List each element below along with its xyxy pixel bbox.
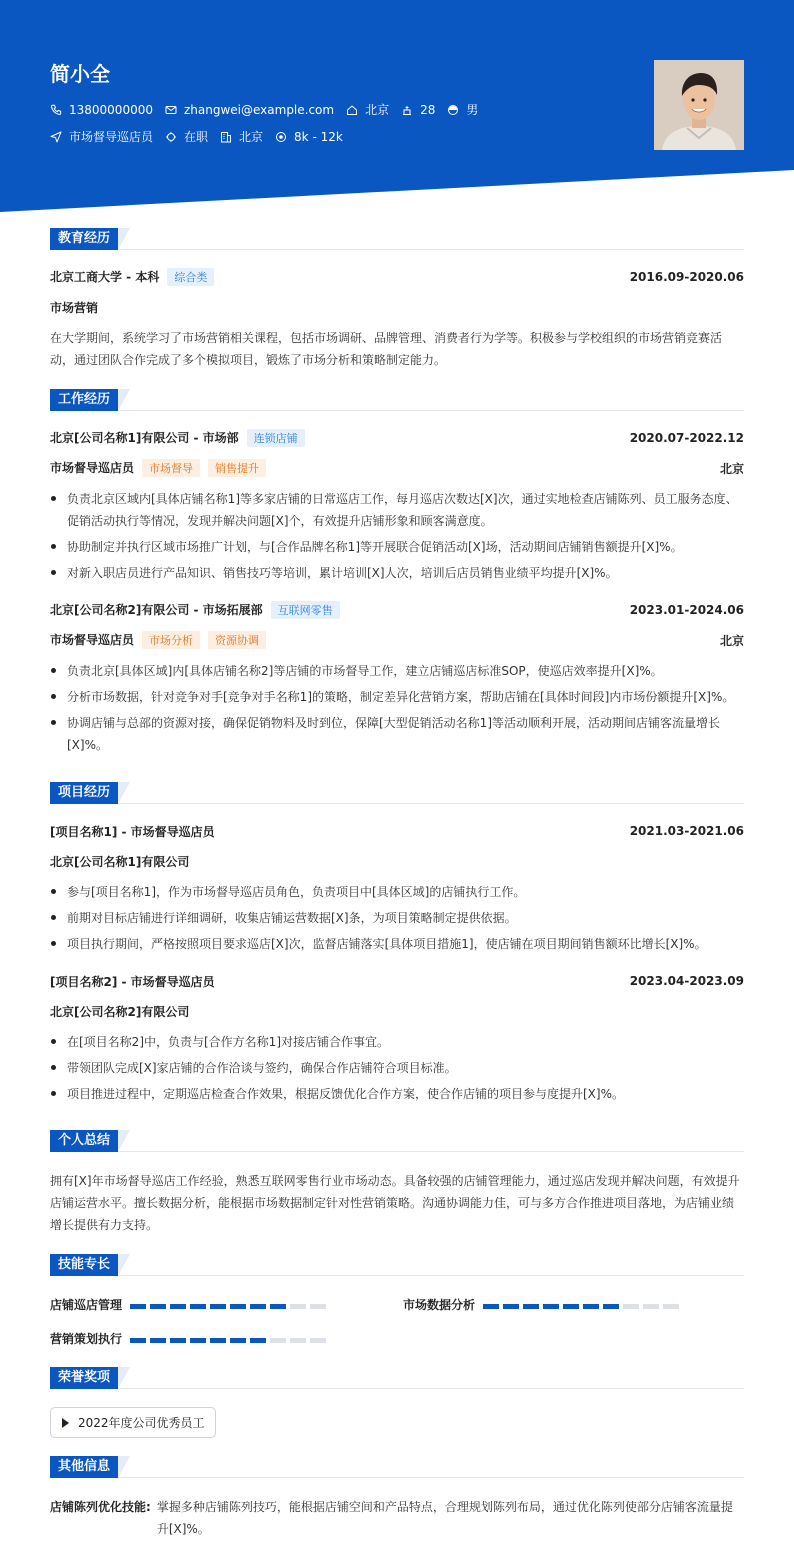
role-title: 市场督导巡店员 bbox=[50, 633, 135, 647]
company-tag: 互联网零售 bbox=[271, 601, 340, 619]
skill-level-segment bbox=[643, 1304, 659, 1309]
work-1-role bbox=[50, 458, 744, 478]
skill-name: 市场数据分析 bbox=[403, 1298, 476, 1312]
project-date: 2023.04-2023.09 bbox=[629, 974, 744, 988]
skill-level-segment bbox=[130, 1304, 146, 1309]
project-name: [项目名称2] - 市场督导巡店员 bbox=[50, 974, 215, 989]
list-item: 项目推进过程中，定期巡店检查合作效果，根据反馈优化合作方案，使合作店铺的项目参与度提升[X]%。 bbox=[50, 1083, 744, 1105]
list-item: 分析市场数据，针对竞争对手[竞争对手名称1]的策略，制定差异化营销方案，帮助店铺在[具体时间段]内市场份额提升[X]%。 bbox=[50, 686, 744, 708]
project-1-header bbox=[50, 821, 744, 841]
other-info-row bbox=[50, 1496, 744, 1540]
section-projects bbox=[50, 782, 744, 804]
other-value: 掌握多种店铺陈列技巧，能根据店铺空间和产品特点，合理规划陈列布局，通过优化陈列使部分店铺客流量提升[X]%。 bbox=[156, 1500, 733, 1536]
skill-level-bar bbox=[130, 1332, 330, 1346]
skill-level-segment bbox=[290, 1304, 306, 1309]
gender-text: 男 bbox=[466, 103, 479, 117]
skill-level-segment bbox=[150, 1304, 166, 1309]
summary-text: 拥有[X]年市场督导巡店工作经验，熟悉互联网零售行业市场动态。具备较强的店铺管理能力，通过巡店发现并解决问题，有效提升店铺运营水平。擅长数据分析，能根据市场数据制定针对性营销策略。沟通协调能力佳，可与多方合作推进项目落地，为店铺业绩增长提供有力支持。 bbox=[50, 1174, 740, 1232]
skill-level-segment bbox=[150, 1338, 166, 1343]
project-2-company bbox=[50, 1001, 744, 1021]
phone-icon bbox=[50, 104, 62, 116]
skill-level-segment bbox=[310, 1338, 326, 1343]
skill-item bbox=[50, 1330, 330, 1347]
skill-name: 营销策划执行 bbox=[50, 1332, 123, 1346]
list-item: 带领团队完成[X]家店铺的合作洽谈与签约，确保合作店铺符合项目标准。 bbox=[50, 1057, 744, 1079]
contact-row bbox=[50, 101, 490, 118]
age-icon bbox=[401, 104, 413, 116]
section-summary bbox=[50, 1130, 744, 1152]
skill-level-segment bbox=[310, 1304, 326, 1309]
section-other bbox=[50, 1456, 744, 1478]
skill-level-segment bbox=[290, 1338, 306, 1343]
salary-text: 8k - 12k bbox=[294, 129, 343, 144]
work-city: 北京 bbox=[719, 461, 744, 476]
list-item: 协调店铺与总部的资源对接，确保促销物料及时到位，保障[大型促销活动名称1]等活动顺利开展，活动期间店铺客流量增长[X]%。 bbox=[50, 712, 744, 756]
section-title: 荣誉奖项 bbox=[50, 1367, 118, 1389]
section-title: 其他信息 bbox=[50, 1456, 118, 1478]
skill-level-segment bbox=[270, 1304, 286, 1309]
skill-level-segment bbox=[210, 1338, 226, 1343]
section-title: 项目经历 bbox=[50, 782, 118, 804]
work-2-header bbox=[50, 600, 744, 620]
skill-level-segment bbox=[250, 1304, 266, 1309]
company-name: 北京[公司名称2]有限公司 - 市场拓展部 bbox=[50, 603, 263, 617]
status-text: 在职 bbox=[184, 130, 209, 144]
mail-icon bbox=[165, 104, 177, 116]
section-title: 工作经历 bbox=[50, 389, 118, 411]
work-date: 2020.07-2022.12 bbox=[629, 431, 744, 445]
award-item[interactable] bbox=[50, 1407, 216, 1438]
status-icon bbox=[165, 131, 177, 143]
list-item: 负责北京区域内[具体店铺名称1]等多家店铺的日常巡店工作，每月巡店次数达[X]次，通过实地检查店铺陈列、员工服务态度、促销活动执行等情况，发现并解决问题[X]个，有效提升店铺形象和顾客满意度。 bbox=[50, 488, 744, 532]
candidate-name: 简小全 bbox=[50, 62, 110, 86]
company-name: 北京[公司名称1]有限公司 - 市场部 bbox=[50, 431, 239, 445]
project-company: 北京[公司名称2]有限公司 bbox=[50, 1004, 190, 1019]
section-title: 技能专长 bbox=[50, 1254, 118, 1276]
major-row bbox=[50, 297, 744, 317]
list-item: 前期对目标店铺进行详细调研，收集店铺运营数据[X]条，为项目策略制定提供依据。 bbox=[50, 907, 744, 929]
city-text: 北京 bbox=[365, 103, 390, 117]
job-row bbox=[50, 128, 355, 145]
company-tag: 连锁店铺 bbox=[247, 429, 305, 447]
skill-level-segment bbox=[563, 1304, 579, 1309]
skill-level-segment bbox=[170, 1338, 186, 1343]
skill-level-segment bbox=[270, 1338, 286, 1343]
age-text: 28 bbox=[420, 102, 436, 117]
skill-level-segment bbox=[483, 1304, 499, 1309]
major: 市场营销 bbox=[50, 300, 99, 315]
skill-level-segment bbox=[623, 1304, 639, 1309]
list-item: 协助制定并执行区域市场推广计划，与[合作品牌名称1]等开展联合促销活动[X]场，活动期间店铺销售额提升[X]%。 bbox=[50, 536, 744, 558]
list-item: 对新入职店员进行产品知识、销售技巧等培训，累计培训[X]人次，培训后店员销售业绩平均提升[X]%。 bbox=[50, 562, 744, 584]
section-skills bbox=[50, 1254, 744, 1276]
section-awards bbox=[50, 1367, 744, 1389]
position-text: 市场督导巡店员 bbox=[69, 130, 154, 144]
project-company: 北京[公司名称1]有限公司 bbox=[50, 854, 190, 869]
skill-level-segment bbox=[230, 1304, 246, 1309]
work-date: 2023.01-2024.06 bbox=[629, 603, 744, 617]
salary-icon bbox=[275, 131, 287, 143]
project-1-company bbox=[50, 851, 744, 871]
list-item: 项目执行期间，严格按照项目要求巡店[X]次，监督店铺落实[具体项目措施1]，使店铺在项目期间销售额环比增长[X]%。 bbox=[50, 933, 744, 955]
skill-item bbox=[403, 1296, 683, 1313]
profile-photo bbox=[654, 60, 744, 150]
project-name: [项目名称1] - 市场督导巡店员 bbox=[50, 824, 215, 839]
skill-level-segment bbox=[663, 1304, 679, 1309]
role-tag: 市场督导 bbox=[142, 459, 200, 477]
gender-icon bbox=[447, 104, 459, 116]
list-item: 负责北京[具体区域]内[具体店铺名称2]等店铺的市场督导工作，建立店铺巡店标准SOP，使巡店效率提升[X]%。 bbox=[50, 660, 744, 682]
email-text: zhangwei@example.com bbox=[183, 102, 335, 117]
play-icon bbox=[62, 1418, 69, 1428]
school-tag: 综合类 bbox=[167, 268, 214, 286]
home-icon bbox=[346, 104, 358, 116]
skill-level-segment bbox=[210, 1304, 226, 1309]
project-2-header bbox=[50, 971, 744, 991]
list-item: 在[项目名称2]中，负责与[合作方名称1]对接店铺合作事宜。 bbox=[50, 1031, 744, 1053]
skill-level-segment bbox=[543, 1304, 559, 1309]
skill-level-segment bbox=[130, 1338, 146, 1343]
section-title: 教育经历 bbox=[50, 228, 118, 250]
other-label: 店铺陈列优化技能: bbox=[50, 1500, 151, 1514]
skill-level-segment bbox=[190, 1304, 206, 1309]
education-header bbox=[50, 267, 744, 287]
role-title: 市场督导巡店员 bbox=[50, 461, 135, 475]
skill-level-segment bbox=[250, 1338, 266, 1343]
work-2-role bbox=[50, 630, 744, 650]
skill-level-segment bbox=[523, 1304, 539, 1309]
skill-level-segment bbox=[583, 1304, 599, 1309]
skill-level-segment bbox=[603, 1304, 619, 1309]
avatar-illustration bbox=[654, 60, 744, 150]
skill-level-segment bbox=[190, 1338, 206, 1343]
work-1-header bbox=[50, 428, 744, 448]
work-city-text: 北京 bbox=[239, 130, 264, 144]
skill-level-segment bbox=[503, 1304, 519, 1309]
award-text: 2022年度公司优秀员工 bbox=[78, 1416, 205, 1430]
work-city: 北京 bbox=[719, 633, 744, 648]
building-icon bbox=[220, 131, 232, 143]
skill-level-bar bbox=[130, 1298, 330, 1312]
education-description: 在大学期间，系统学习了市场营销相关课程，包括市场调研、品牌管理、消费者行为学等。积极参与学校组织的市场营销竞赛活动，通过团队合作完成了多个模拟项目，锻炼了市场分析和策略制定能力。 bbox=[50, 331, 723, 367]
section-education bbox=[50, 228, 744, 250]
project-date: 2021.03-2021.06 bbox=[629, 824, 744, 838]
skill-level-segment bbox=[230, 1338, 246, 1343]
role-tag: 资源协调 bbox=[208, 631, 266, 649]
role-tag: 市场分析 bbox=[142, 631, 200, 649]
send-icon bbox=[50, 131, 62, 143]
skill-name: 店铺巡店管理 bbox=[50, 1298, 123, 1312]
list-item: 参与[项目名称1]，作为市场督导巡店员角色，负责项目中[具体区域]的店铺执行工作。 bbox=[50, 881, 744, 903]
section-title: 个人总结 bbox=[50, 1130, 118, 1152]
role-tag: 销售提升 bbox=[208, 459, 266, 477]
phone-text: 13800000000 bbox=[69, 102, 153, 117]
section-work bbox=[50, 389, 744, 411]
skill-level-segment bbox=[170, 1304, 186, 1309]
skill-level-bar bbox=[483, 1298, 683, 1312]
skill-item bbox=[50, 1296, 330, 1313]
school-name: 北京工商大学 - 本科 bbox=[50, 270, 160, 284]
education-date: 2016.09-2020.06 bbox=[629, 270, 744, 284]
